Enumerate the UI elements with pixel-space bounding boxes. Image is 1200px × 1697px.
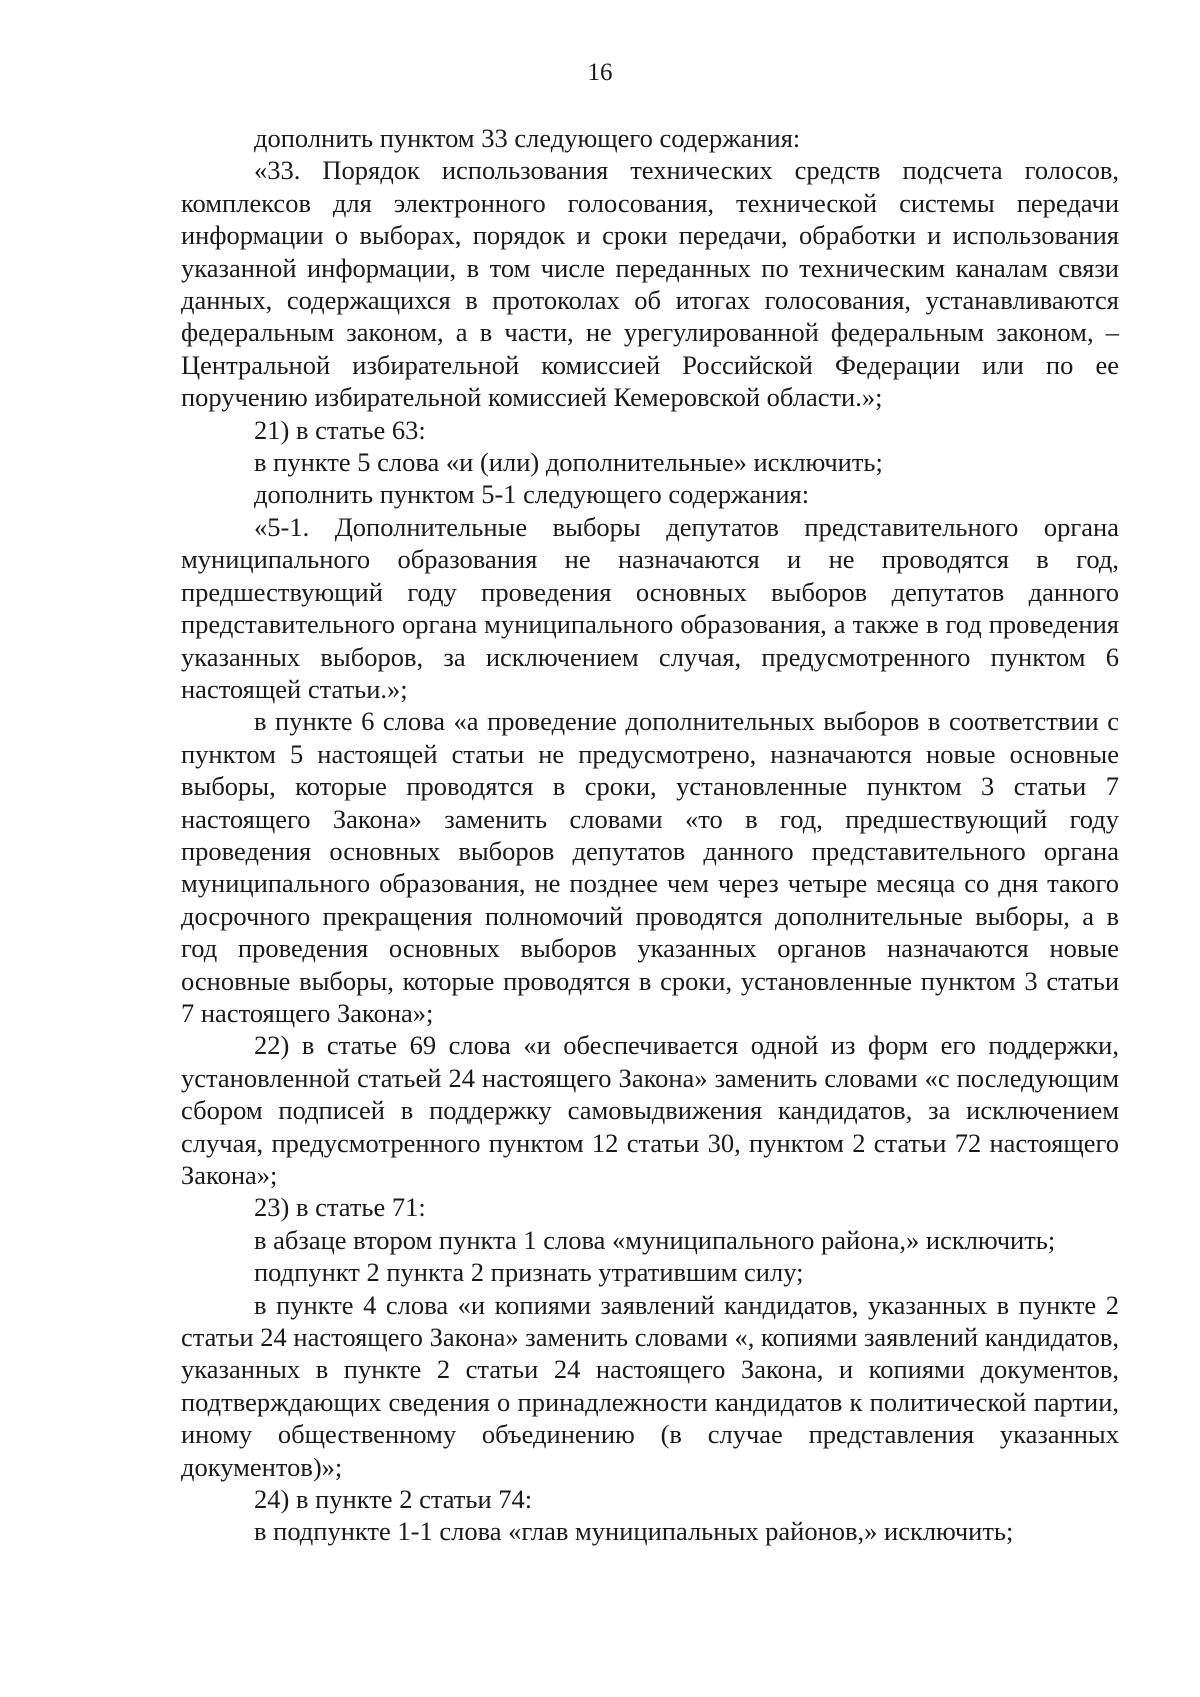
document-body — [181, 122, 1119, 1548]
paragraph: в подпункте 1-1 слова «глав муниципальных районов,» исключить; — [254, 1516, 1014, 1547]
page-number: 16 — [587, 59, 613, 86]
paragraph: «33. Порядок использования технических средств подсчета голосов, комплексов для электронного голосования, технической системы передачи информации о выборах, порядок и сроки передачи, обработки и использования указанной информации, в том числе переданных по техническим каналам связи данных, содержащихся в протоколах об итогах голосования, устанавливаются федеральным законом, а в части, не урегулированной федеральным законом, – Центральной избирательной комиссией Российской Федерации или по ее поручению избирательной комиссией Кемеровской области.»; — [181, 155, 1119, 413]
paragraph: 24) в пункте 2 статьи 74: — [254, 1484, 533, 1515]
paragraph: дополнить пунктом 33 следующего содержания: — [254, 123, 801, 153]
paragraph: 23) в статье 71: — [254, 1192, 426, 1223]
paragraph: 22) в статье 69 слова «и обеспечивается одной из форм его поддержки, установленной статьей 24 настоящего Закона» заменить словами «с последующим сбором подписей в поддержку самовыдвижения кандидатов, за исключением случая, предусмотренного пунктом 12 статьи 30, пунктом 2 статьи 72 настоящего Закона»; — [181, 1030, 1119, 1190]
paragraph: в пункте 4 слова «и копиями заявлений кандидатов, указанных в пункте 2 статьи 24 настоящего Закона» заменить словами «, копиями заявлений кандидатов, указанных в пункте 2 статьи 24 настоящего Закона, и копиями документов, подтверждающих сведения о принадлежности кандидатов к политической партии, иному общественному объединению (в случае представления указанных документов)»; — [181, 1289, 1119, 1482]
paragraph: в абзаце втором пункта 1 слова «муниципального района,» исключить; — [254, 1224, 1056, 1255]
paragraph: 21) в статье 63: — [254, 414, 426, 445]
paragraph: в пункте 6 слова «а проведение дополнительных выборов в соответствии с пунктом 5 настоящей статьи не предусмотрено, назначаются новые основные выборы, которые проводятся в сроки, установленные пунктом 3 статьи 7 настоящего Закона» заменить словами «то в год, предшествующий году проведения основных выборов депутатов данного представительного органа муниципального образования, не позднее чем через четыре месяца со дня такого досрочного прекращения полномочий проводятся дополнительные выборы, а в год проведения основных выборов указанных органов назначаются новые основные выборы, которые проводятся в сроки, установленные пунктом 3 статьи 7 настоящего Закона»; — [181, 706, 1119, 1028]
paragraph: дополнить пунктом 5-1 следующего содержания: — [254, 479, 810, 510]
paragraph: «5-1. Дополнительные выборы депутатов представительного органа муниципального образования не назначаются и не проводятся в год, предшествующий году проведения основных выборов депутатов данного представительного органа муниципального образования, а также в год проведения указанных выборов, за исключением случая, предусмотренного пунктом 6 настоящей статьи.»; — [181, 511, 1119, 704]
paragraph: подпункт 2 пункта 2 признать утратившим силу; — [254, 1257, 804, 1288]
paragraph: в пункте 5 слова «и (или) дополнительные» исключить; — [254, 447, 883, 478]
